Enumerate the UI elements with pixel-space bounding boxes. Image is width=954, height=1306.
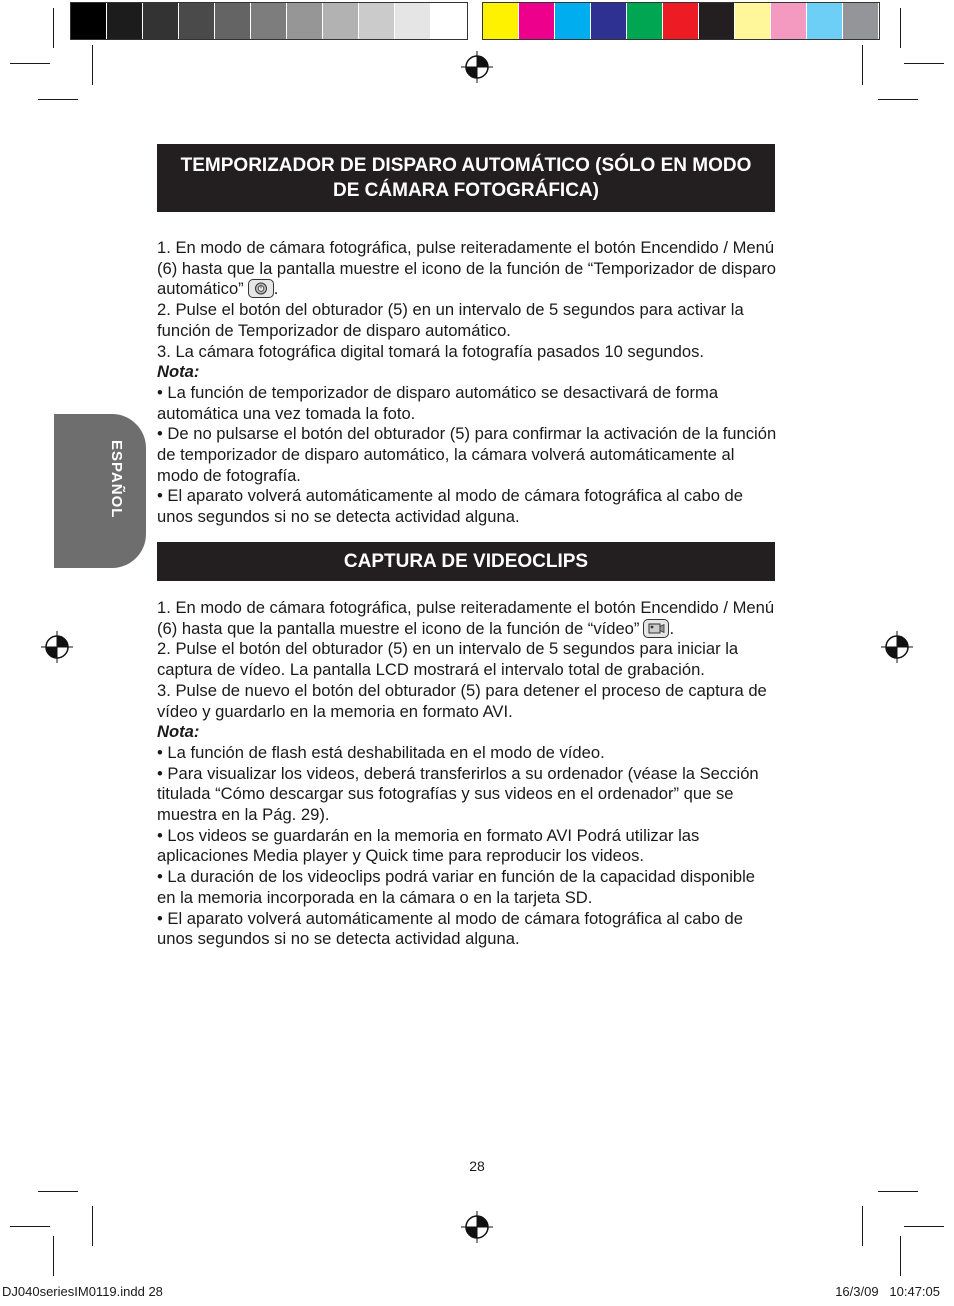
color-swatch [395, 3, 431, 39]
note-item: • La función de flash está deshabilitada en el modo de vídeo. [157, 742, 605, 762]
crop-mark [10, 63, 50, 64]
color-swatch [807, 3, 843, 39]
crop-mark [38, 99, 78, 100]
registration-mark-icon [41, 631, 73, 663]
footer-date-time: 16/3/09 10:47:05 [835, 1284, 940, 1299]
color-swatch [287, 3, 323, 39]
language-side-tab-label: ESPAÑOL [108, 440, 125, 519]
crop-mark [92, 45, 93, 85]
page-number: 28 [469, 1158, 485, 1174]
video-capture-instructions [157, 598, 777, 950]
color-swatch [771, 3, 807, 39]
self-timer-icon [248, 279, 274, 298]
note-label: Nota: [157, 722, 200, 742]
color-swatch [519, 3, 555, 39]
color-swatch [663, 3, 699, 39]
color-swatch [591, 3, 627, 39]
registration-mark-icon [461, 1211, 493, 1243]
color-swatch [359, 3, 395, 39]
color-swatch [627, 3, 663, 39]
color-swatch [735, 3, 771, 39]
crop-mark [10, 1226, 50, 1227]
grayscale-color-bar [70, 2, 468, 40]
color-swatch [483, 3, 519, 39]
crop-mark [904, 63, 944, 64]
note-item: • La función de temporizador de disparo automático se desactivará de forma automática una vez tomada la foto. [157, 382, 719, 423]
step-1: 1. En modo de cámara fotográfica, pulse reiteradamente el botón Encendido / Menú (6) hasta que la pantalla muestre el icono de la función de “vídeo” . [157, 598, 775, 638]
step-1: 1. En modo de cámara fotográfica, pulse reiteradamente el botón Encendido / Menú (6) hasta que la pantalla muestre el icono de la función de “Temporizador de disparo automático” . [157, 238, 776, 299]
crop-mark [38, 1191, 78, 1192]
video-icon [643, 619, 669, 638]
color-swatch [843, 3, 879, 39]
color-swatch [71, 3, 107, 39]
crop-mark [862, 45, 863, 85]
note-item: • De no pulsarse el botón del obturador (5) para confirmar la activación de la función de temporizador de disparo automático, la cámara volverá automáticamente al modo de fotografía. [157, 424, 777, 485]
self-timer-instructions [157, 238, 777, 528]
process-color-bar [482, 2, 880, 40]
step-3: 3. Pulse de nuevo el botón del obturador (5) para detener el proceso de captura de vídeo y guardarlo en la memoria en formato AVI. [157, 680, 767, 721]
footer-file-name: DJ040seriesIM0119.indd 28 [2, 1284, 163, 1299]
color-swatch [555, 3, 591, 39]
color-swatch [215, 3, 251, 39]
registration-mark-icon [881, 631, 913, 663]
crop-mark [878, 1191, 918, 1192]
section-title-self-timer: TEMPORIZADOR DE DISPARO AUTOMÁTICO (SÓLO EN MODO DE CÁMARA FOTOGRÁFICA) [157, 144, 775, 212]
crop-mark [878, 99, 918, 100]
note-label: Nota: [157, 362, 200, 382]
note-item: • La duración de los videoclips podrá variar en función de la capacidad disponible en la memoria incorporada en la cámara o en la tarjeta SD. [157, 867, 756, 907]
step-2: 2. Pulse el botón del obturador (5) en un intervalo de 5 segundos para iniciar la captura de vídeo. La pantalla LCD mostrará el intervalo total de grabación. [157, 639, 739, 680]
color-swatch [699, 3, 735, 39]
crop-mark [900, 1236, 901, 1276]
crop-mark [92, 1206, 93, 1246]
registration-mark-icon [461, 51, 493, 83]
crop-mark [904, 1226, 944, 1227]
note-item: • El aparato volverá automáticamente al modo de cámara fotográfica al cabo de unos segundos si no se detecta actividad alguna. [157, 908, 743, 949]
crop-mark [53, 8, 54, 48]
color-swatch [323, 3, 359, 39]
color-swatch [251, 3, 287, 39]
color-swatch [107, 3, 143, 39]
crop-mark [900, 8, 901, 48]
crop-mark [53, 1236, 54, 1276]
color-swatch [431, 3, 467, 39]
section-title-video-capture: CAPTURA DE VIDEOCLIPS [157, 542, 775, 581]
note-item: • Los videos se guardarán en la memoria en formato AVI Podrá utilizar las aplicaciones Media player y Quick time para reproducir los videos. [157, 825, 700, 866]
note-item: • El aparato volverá automáticamente al modo de cámara fotográfica al cabo de unos segundos si no se detecta actividad alguna. [157, 486, 743, 527]
step-2: 2. Pulse el botón del obturador (5) en un intervalo de 5 segundos para activar la función de Temporizador de disparo automático. [157, 300, 744, 340]
step-3: 3. La cámara fotográfica digital tomará la fotografía pasados 10 segundos. [157, 341, 705, 361]
note-item: • Para visualizar los videos, deberá transferirlos a su ordenador (véase la Sección titulada “Cómo descargar sus fotografías y sus videos en el ordenador” que se muestra en la Pág. 29). [157, 763, 759, 825]
color-swatch [179, 3, 215, 39]
crop-mark [862, 1206, 863, 1246]
color-swatch [143, 3, 179, 39]
